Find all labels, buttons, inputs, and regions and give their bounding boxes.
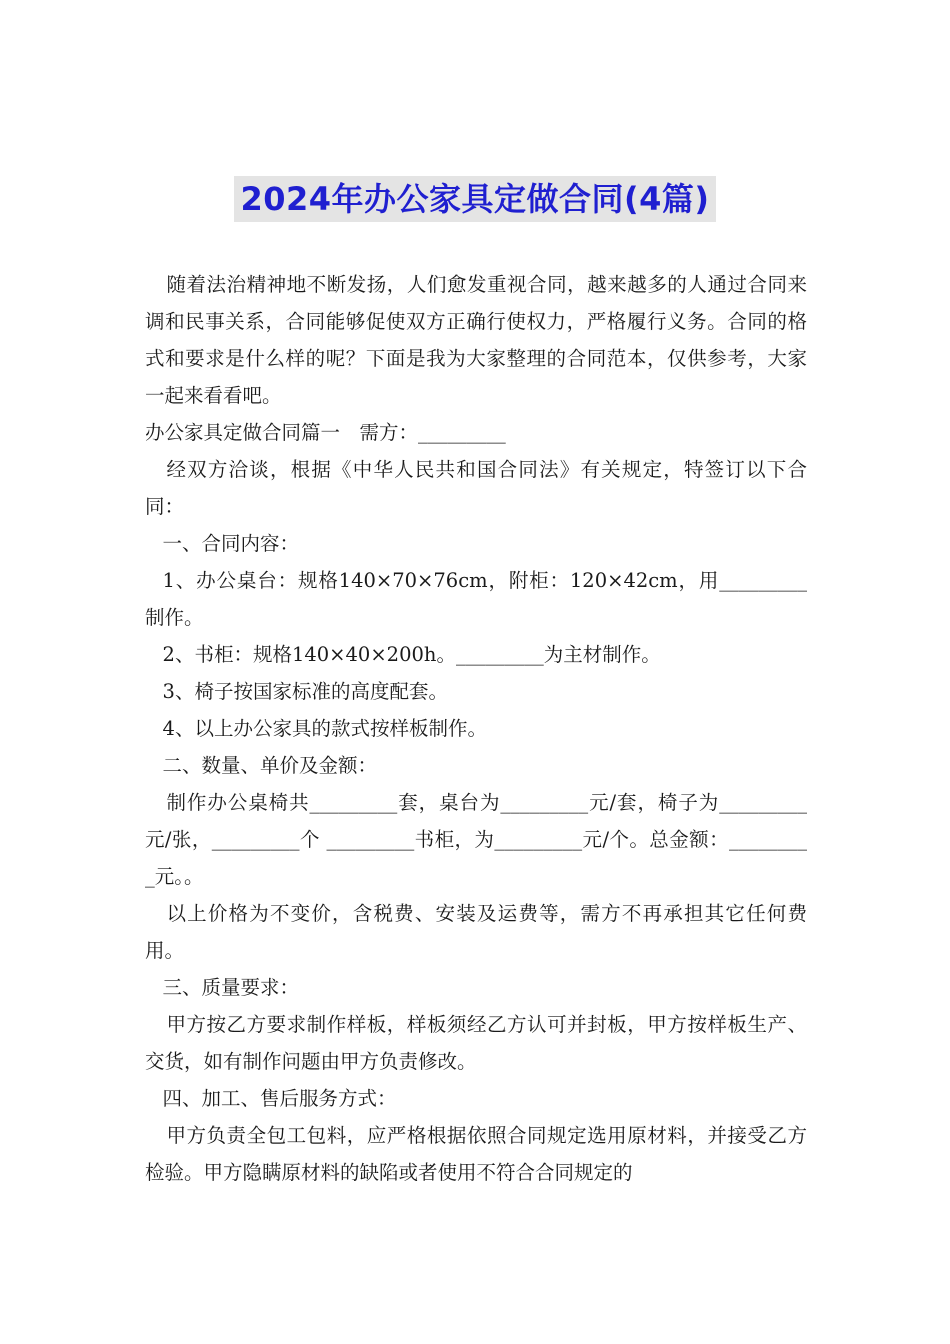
service-paragraph: 甲方负责全包工包料，应严格根据依照合同规定选用原材料，并接受乙方检验。甲方隐瞒原材料的缺陷或者使用不符合合同规定的 — [145, 1124, 807, 1184]
section-heading-1: 一、合同内容： — [162, 532, 300, 555]
document-title: 2024年办公家具定做合同(4篇) — [234, 176, 715, 222]
section-heading-4: 四、加工、售后服务方式： — [162, 1087, 397, 1110]
title-container — [0, 176, 950, 222]
clause-1-desk: 1、办公桌台：规格140×70×76cm，附柜：120×42cm，用_________制作。 — [145, 569, 807, 629]
document-body — [145, 266, 807, 1191]
clause-4-style: 4、以上办公家具的款式按样板制作。 — [162, 717, 487, 740]
preamble-paragraph: 经双方洽谈，根据《中华人民共和国合同法》有关规定，特签订以下合同： — [145, 458, 807, 518]
section-heading-3: 三、质量要求： — [162, 976, 300, 999]
clause-2-bookcase: 2、书柜：规格140×40×200h。_________为主材制作。 — [162, 643, 661, 666]
price-note-paragraph: 以上价格为不变价，含税费、安装及运费等，需方不再承担其它任何费用。 — [145, 902, 807, 962]
quantity-price-paragraph: 制作办公桌椅共_________套，桌台为_________元/套，椅子为_________元/张，_________个 _________书柜，为_________元/个。总金额：_________元。。 — [145, 791, 807, 888]
section-heading-2: 二、数量、单价及金额： — [162, 754, 378, 777]
clause-3-chairs: 3、椅子按国家标准的高度配套。 — [162, 680, 448, 703]
quality-paragraph: 甲方按乙方要求制作样板，样板须经乙方认可并封板，甲方按样板生产、交货，如有制作问题由甲方负责修改。 — [145, 1013, 807, 1073]
contract-heading-line: 办公家具定做合同篇一 需方：_________ — [145, 421, 506, 444]
intro-paragraph: 随着法治精神地不断发扬，人们愈发重视合同，越来越多的人通过合同来调和民事关系，合同能够促使双方正确行使权力，严格履行义务。合同的格式和要求是什么样的呢？下面是我为大家整理的合同范本，仅供参考，大家一起来看看吧。 — [145, 273, 807, 407]
